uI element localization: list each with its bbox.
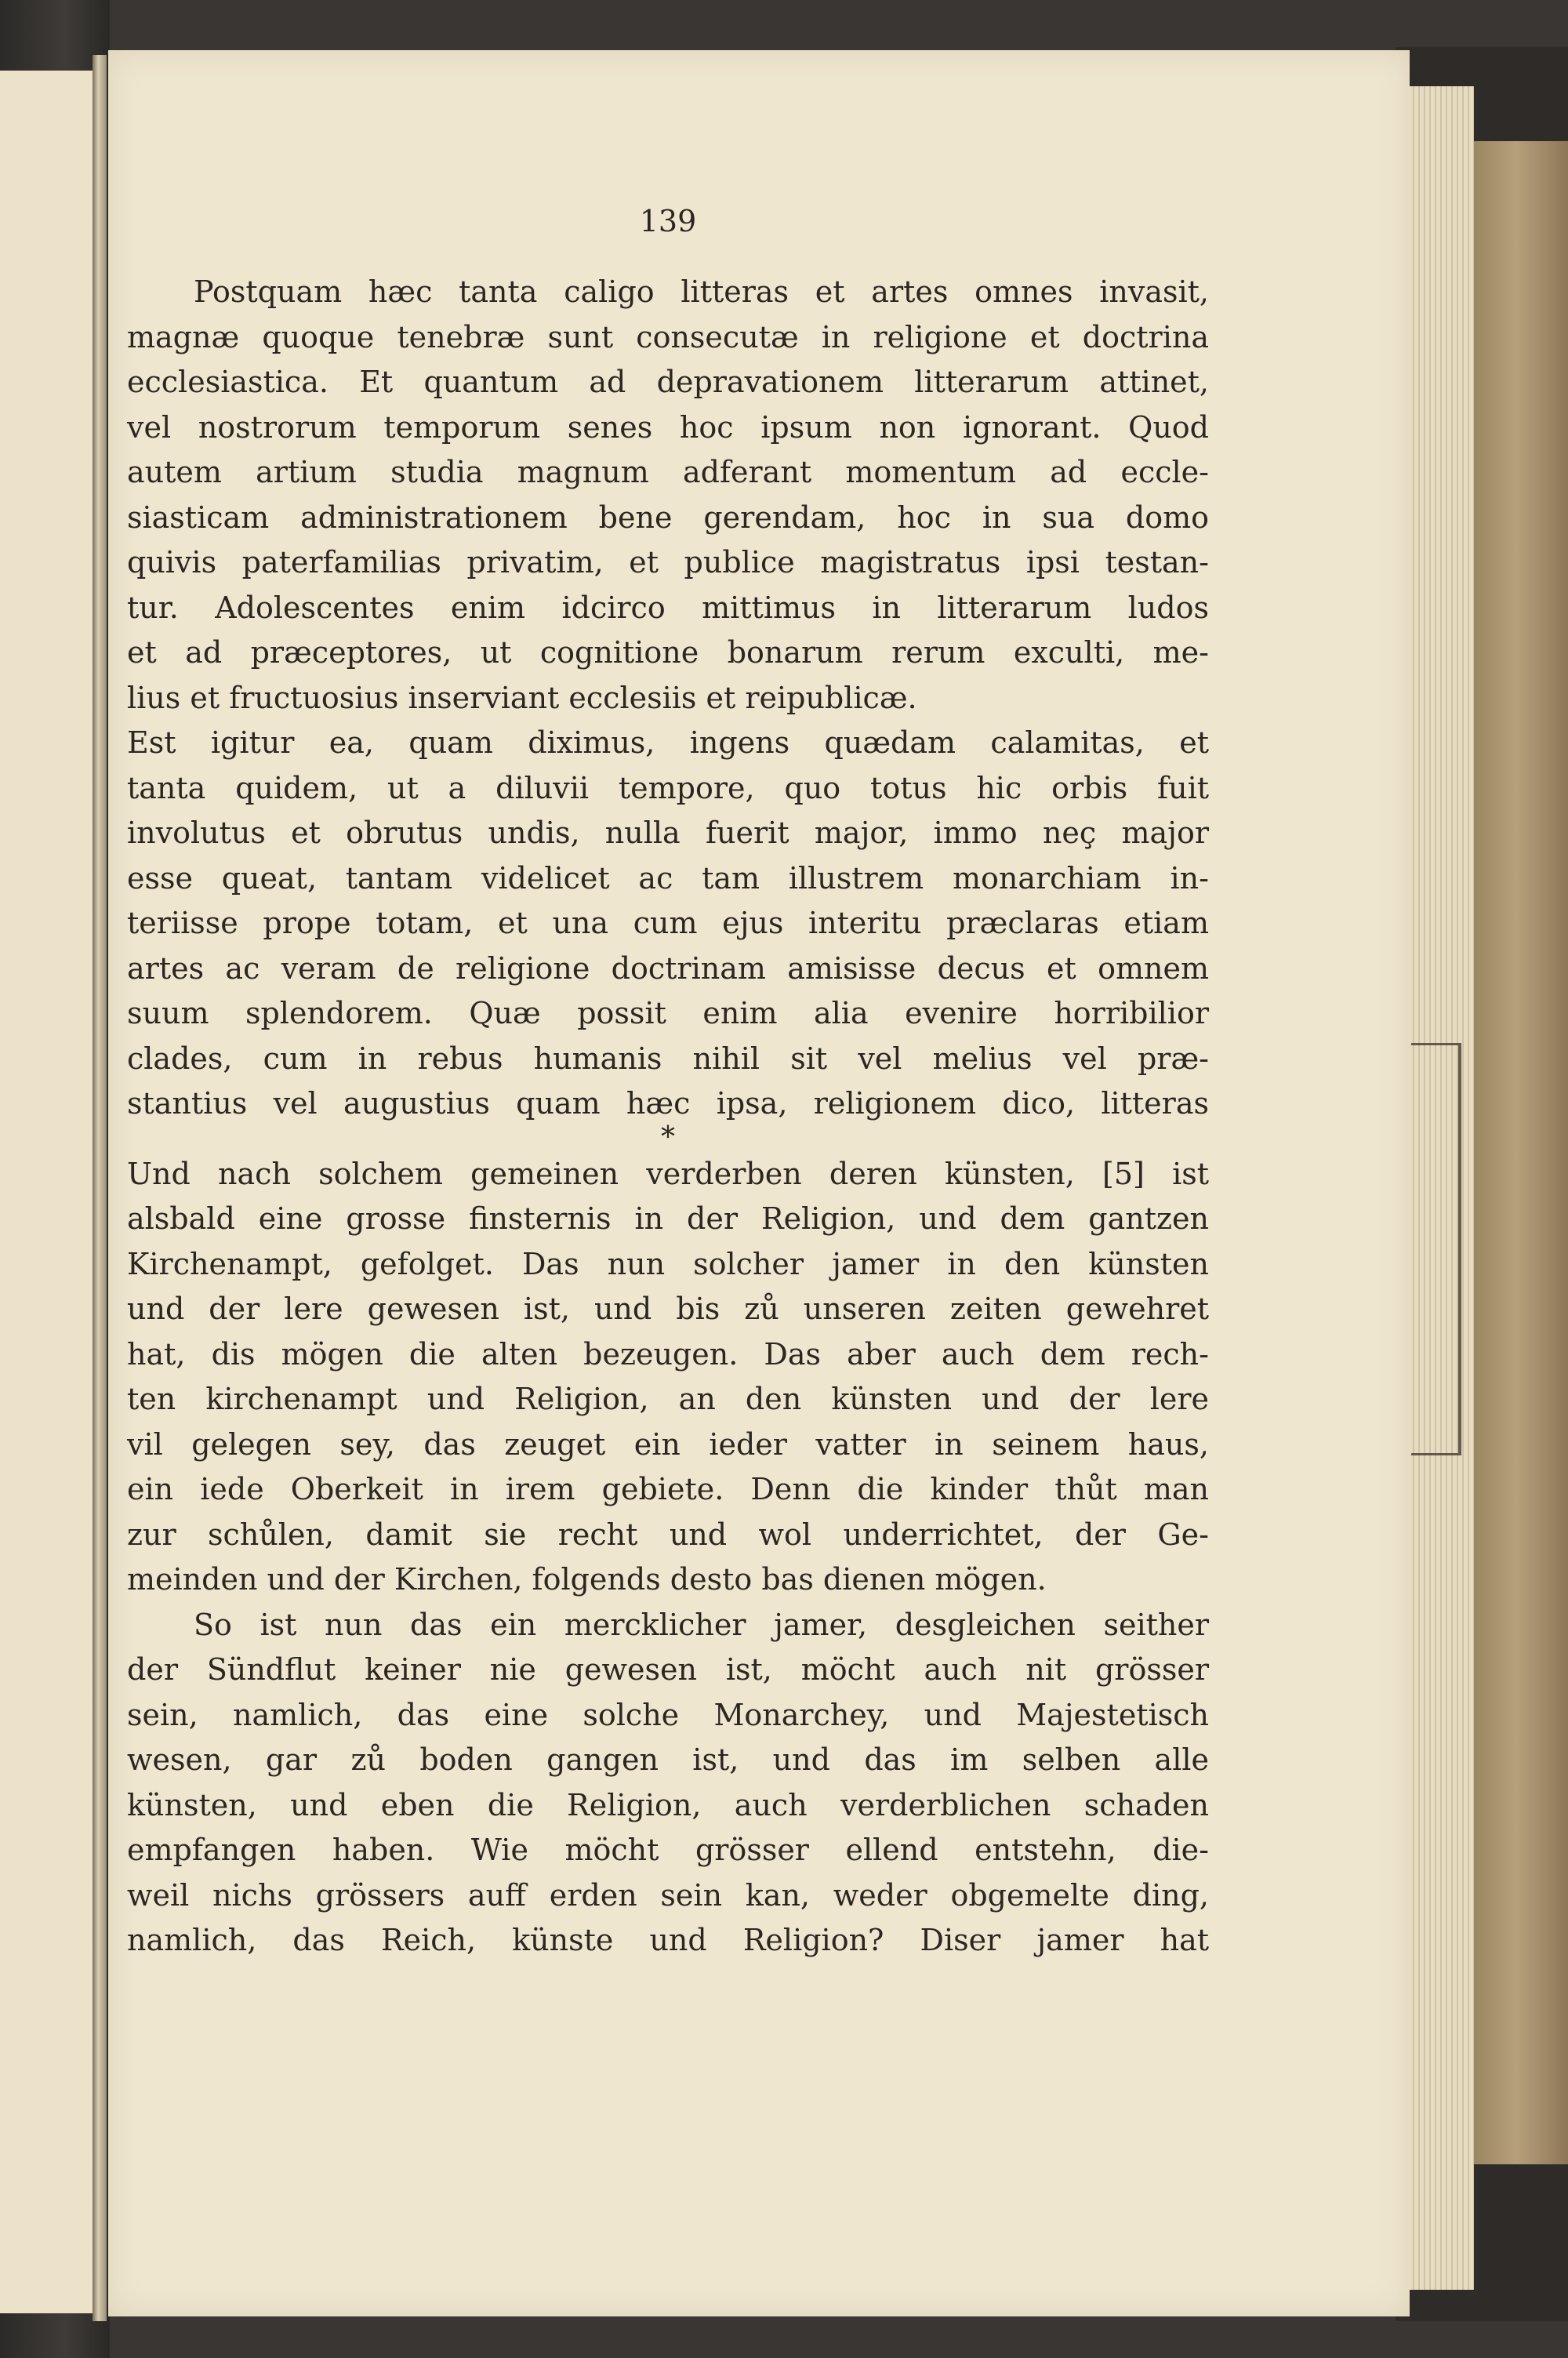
text-line: So ist nun das ein mercklicher jamer, desgleichen seither	[194, 1607, 1209, 1642]
text-line: weil nichs grössers auff erden sein kan, weder obgemelte ding,	[127, 1877, 1209, 1913]
latin-paragraph-1	[127, 270, 1209, 721]
text-line: quivis paterfamilias privatim, et publice magistratus ipsi testan-	[127, 545, 1209, 580]
text-line: tur. Adolescentes enim idcirco mittimus in litterarum ludos	[127, 590, 1209, 625]
page-text	[127, 204, 1209, 1964]
cover-cloth	[1474, 141, 1568, 2164]
book-gutter	[93, 55, 107, 2321]
text-line: lius et fructuosius inserviant ecclesiis et reipublicæ.	[127, 680, 917, 715]
text-line: wesen, gar zů boden gangen ist, und das im selben alle	[127, 1742, 1209, 1777]
latin-paragraph-2	[127, 721, 1209, 1127]
text-line: empfangen haben. Wie möcht grösser ellend entstehn, die-	[127, 1833, 1209, 1867]
left-page-edge	[0, 71, 95, 2313]
text-line: magnæ quoque tenebræ sunt consecutæ in religione et doctrina	[127, 319, 1209, 354]
text-line: alsbald eine grosse finsternis in der Religion, und dem gantzen	[127, 1201, 1209, 1236]
page-number: 139	[639, 204, 697, 238]
text-line: Und nach solchem gemeinen verderben deren künsten, [5] ist	[127, 1156, 1209, 1191]
section-separator: *	[661, 1121, 675, 1154]
text-line: ein iede Oberkeit in irem gebiete. Denn die kinder thůt man	[127, 1472, 1209, 1506]
german-paragraph-2	[127, 1603, 1209, 1964]
text-line: namlich, das Reich, künste und Religion? Diser jamer hat	[127, 1923, 1209, 1957]
text-line: vel nostrorum temporum senes hoc ipsum non ignorant. Quod	[127, 409, 1209, 445]
text-line: tanta quidem, ut a diluvii tempore, quo totus hic orbis fuit	[127, 770, 1209, 805]
text-line: stantius vel augustius quam hæc ipsa, religionem dico, litteras	[127, 1086, 1209, 1121]
german-paragraph-1	[127, 1152, 1209, 1603]
text-line: der Sündflut keiner nie gewesen ist, möcht auch nit grösser	[127, 1652, 1209, 1687]
text-line: autem artium studia magnum adferant momentum ad eccle-	[127, 455, 1209, 489]
text-line: teriisse prope totam, et una cum ejus interitu præclaras etiam	[127, 906, 1209, 940]
text-line: zur schůlen, damit sie recht und wol underrichtet, der Ge-	[127, 1517, 1209, 1552]
text-line: Est igitur ea, quam diximus, ingens quædam calamitas, et	[127, 725, 1209, 760]
text-line: künsten, und eben die Religion, auch verderblichen schaden	[127, 1787, 1209, 1822]
margin-bracket-mark	[1411, 1043, 1461, 1455]
text-line: suum splendorem. Quæ possit enim alia evenire horribilior	[127, 996, 1209, 1030]
text-line: clades, cum in rebus humanis nihil sit vel melius vel præ-	[127, 1041, 1209, 1076]
text-line: und der lere gewesen ist, und bis zů unseren zeiten gewehret	[127, 1292, 1209, 1326]
text-line: meinden und der Kirchen, folgends desto bas dienen mögen.	[127, 1562, 1047, 1597]
text-line: Kirchenampt, gefolget. Das nun solcher jamer in den künsten	[127, 1246, 1209, 1281]
text-line: ecclesiastica. Et quantum ad depravationem litterarum attinet,	[127, 365, 1209, 399]
text-line: ten kirchenampt und Religion, an den künsten und der lere	[127, 1382, 1209, 1416]
text-line: involutus et obrutus undis, nulla fuerit major, immo neç major	[127, 816, 1209, 850]
text-line: esse queat, tantam videlicet ac tam illustrem monarchiam in-	[127, 860, 1209, 896]
text-line: siasticam administrationem bene gerendam, hoc in sua domo	[127, 500, 1209, 535]
text-line: et ad præceptores, ut cognitione bonarum rerum exculti, me-	[127, 635, 1209, 670]
text-line: artes ac veram de religione doctrinam amisisse decus et omnem	[127, 950, 1209, 986]
text-line: Postquam hæc tanta caligo litteras et artes omnes invasit,	[194, 274, 1209, 309]
text-line: vil gelegen sey, das zeuget ein ieder vatter in seinem haus,	[127, 1426, 1209, 1462]
text-line: hat, dis mögen die alten bezeugen. Das aber auch dem rech-	[127, 1336, 1209, 1372]
text-line: sein, namlich, das eine solche Monarchey, und Majestetisch	[127, 1697, 1209, 1732]
